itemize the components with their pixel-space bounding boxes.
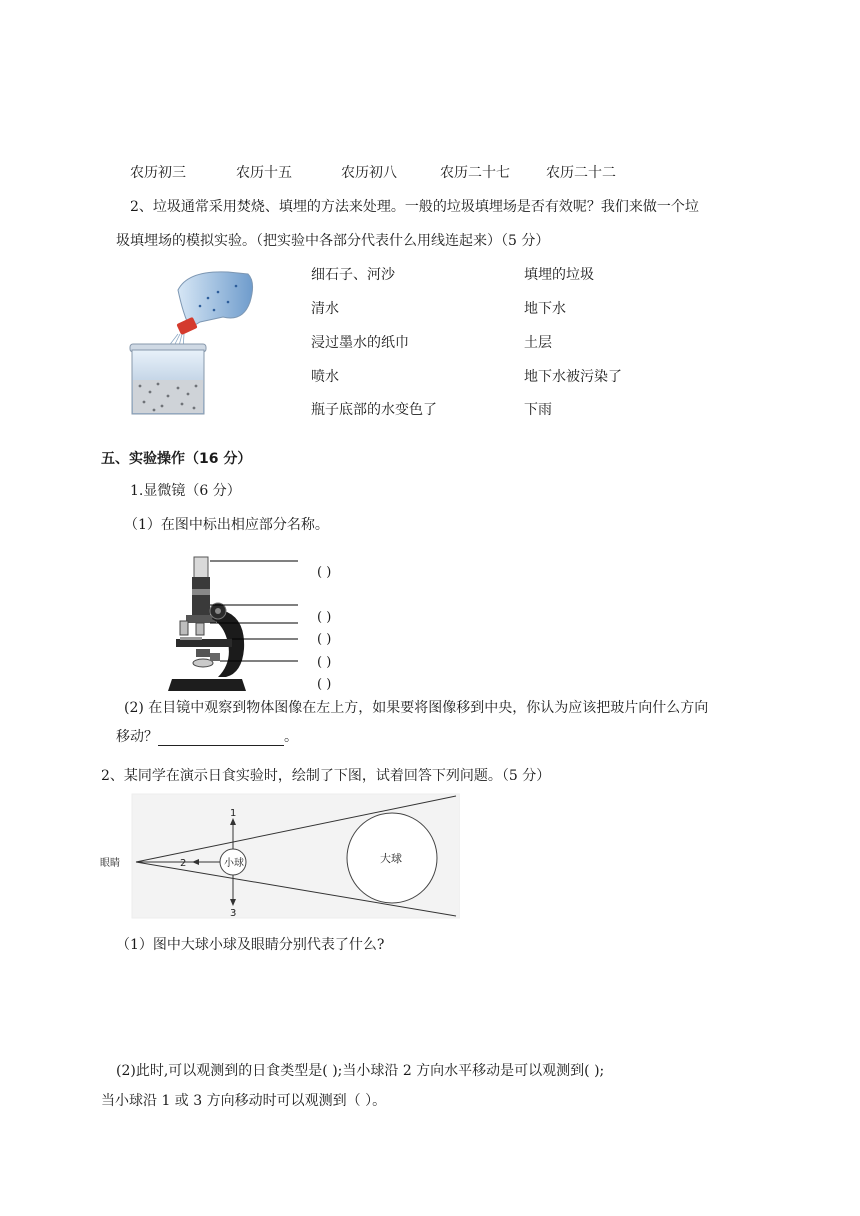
match-left-item: 细石子、河沙 xyxy=(311,267,395,283)
answer-prefix: 移动？ xyxy=(116,729,158,745)
match-left-item: 浸过墨水的纸巾 xyxy=(311,335,409,351)
eclipse-question-title: 2、某同学在演示日食实验时，绘制了下图，试着回答下列问题。（5 分） xyxy=(101,768,551,784)
label-blank[interactable]: ( ) xyxy=(317,632,332,647)
lunar-option: 农历二十二 xyxy=(546,165,616,181)
question-2-text: 2、垃圾通常采用焚烧、填埋的方法来处理。一般的垃圾填埋场是否有效呢？我们来做一个垃 xyxy=(130,199,699,215)
answer-blank[interactable] xyxy=(158,731,284,746)
eclipse-subquestion-1: （1）图中大球小球及眼睛分别代表了什么? xyxy=(116,937,385,953)
match-left-item: 清水 xyxy=(311,301,339,317)
microscope-subquestion-2-cont xyxy=(116,726,298,746)
match-right-item: 地下水被污染了 xyxy=(524,369,622,385)
microscope-title: 1.显微镜（6 分） xyxy=(130,483,241,499)
lunar-option: 农历初三 xyxy=(130,165,186,181)
label-blank[interactable]: ( ) xyxy=(317,677,332,692)
match-right-item: 土层 xyxy=(524,335,552,351)
label-blank[interactable]: ( ) xyxy=(317,655,332,670)
eclipse-subquestion-2-cont: 当小球沿 1 或 3 方向移动时可以观测到（ ）。 xyxy=(101,1093,387,1109)
small-ball-label: 小球 xyxy=(224,858,244,869)
match-right-item: 地下水 xyxy=(524,301,566,317)
big-ball-label: 大球 xyxy=(380,852,402,865)
direction-label: 2 xyxy=(180,858,187,869)
label-blank[interactable]: ( ) xyxy=(317,610,332,625)
lunar-option: 农历二十七 xyxy=(440,165,510,181)
microscope-illustration xyxy=(166,553,306,693)
label-blank[interactable]: ( ) xyxy=(317,565,332,580)
eclipse-diagram xyxy=(100,792,460,922)
lunar-option: 农历初八 xyxy=(341,165,397,181)
direction-label: 3 xyxy=(230,908,237,919)
match-right-item: 填埋的垃圾 xyxy=(524,267,594,283)
answer-suffix: 。 xyxy=(284,729,298,745)
microscope-subquestion-1: （1）在图中标出相应部分名称。 xyxy=(124,517,329,533)
question-2-text-cont: 圾填埋场的模拟实验。（把实验中各部分代表什么用线连起来）（5 分） xyxy=(116,233,550,249)
match-left-item: 喷水 xyxy=(311,369,339,385)
direction-label: 1 xyxy=(230,808,237,819)
eclipse-subquestion-2: (2)此时,可以观测到的日食类型是( );当小球沿 2 方向水平移动是可以观测到( ); xyxy=(116,1063,605,1079)
eye-label: 眼睛 xyxy=(100,858,120,869)
match-left-item: 瓶子底部的水变色了 xyxy=(311,402,437,418)
landfill-experiment-illustration xyxy=(128,262,256,418)
microscope-subquestion-2: (2) 在目镜中观察到物体图像在左上方，如果要将图像移到中央，你认为应该把玻片向什么方向 xyxy=(124,700,709,716)
lunar-option: 农历十五 xyxy=(236,165,292,181)
section-title: 五、实验操作（16 分） xyxy=(101,451,252,467)
match-right-item: 下雨 xyxy=(524,402,552,418)
